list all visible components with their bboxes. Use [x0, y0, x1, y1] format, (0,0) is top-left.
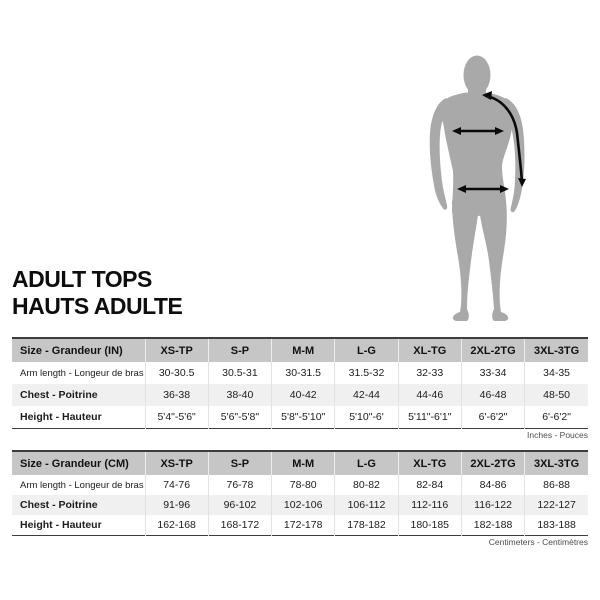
- row-label: Chest - Poitrine: [12, 495, 145, 515]
- table-cell: 102-106: [272, 495, 335, 515]
- page-title-fr: HAUTS ADULTE: [12, 293, 183, 319]
- table-cell: 74-76: [145, 475, 208, 495]
- table-cell: 122-127: [525, 495, 588, 515]
- table-cell: 82-84: [398, 475, 461, 495]
- column-header-3xl: 3XL-3TG: [525, 338, 588, 362]
- size-table-inches: [12, 337, 588, 429]
- row-label: Arm length - Longeur de bras: [20, 367, 144, 379]
- table-cell: 168-172: [208, 515, 271, 536]
- header-row: [12, 338, 588, 362]
- table-row-chest: [12, 384, 588, 406]
- column-header-2xl: 2XL-2TG: [461, 451, 524, 475]
- column-header-s: S-P: [208, 338, 271, 362]
- table-cell: 116-122: [461, 495, 524, 515]
- table-cell: 80-82: [335, 475, 398, 495]
- table-cell: 106-112: [335, 495, 398, 515]
- table-cell: 5'11"-6'1": [398, 406, 461, 429]
- table-cell: 33-34: [461, 362, 524, 384]
- table-cell: 34-35: [525, 362, 588, 384]
- unit-header-cm: Size - Grandeur (CM): [12, 451, 145, 475]
- table-cell: 91-96: [145, 495, 208, 515]
- table-cell: 112-116: [398, 495, 461, 515]
- footnote-inches: Inches - Pouces: [527, 430, 588, 440]
- column-header-xs: XS-TP: [145, 451, 208, 475]
- table-row-arm-length: [12, 362, 588, 384]
- size-table-centimeters: [12, 450, 588, 536]
- table-cell: 42-44: [335, 384, 398, 406]
- row-label: Height - Hauteur: [20, 411, 102, 423]
- table-cell: 172-178: [272, 515, 335, 536]
- table-cell: 5'6"-5'8": [208, 406, 271, 429]
- column-header-xs: XS-TP: [145, 338, 208, 362]
- table-cell: 5'4"-5'6": [145, 406, 208, 429]
- table-row-height: [12, 515, 588, 536]
- table-row-chest: [12, 495, 588, 515]
- table-cell: 78-80: [272, 475, 335, 495]
- table-row-arm-length: [12, 475, 588, 495]
- table-cell: 30.5-31: [208, 362, 271, 384]
- table-cell: 178-182: [335, 515, 398, 536]
- row-label: Height - Hauteur: [20, 519, 102, 531]
- measurement-figure: [400, 33, 585, 325]
- column-header-l: L-G: [335, 338, 398, 362]
- table-cell: 32-33: [398, 362, 461, 384]
- table-cell: 30-31.5: [272, 362, 335, 384]
- table-cell: 5'10"-6': [335, 406, 398, 429]
- table-cell: 31.5-32: [335, 362, 398, 384]
- table-cell: 44-46: [398, 384, 461, 406]
- table-row-height: [12, 406, 588, 429]
- table-cell: 183-188: [525, 515, 588, 536]
- page-title: [12, 266, 182, 320]
- table-cell: 182-188: [461, 515, 524, 536]
- table-cell: 30-30.5: [145, 362, 208, 384]
- table-cell: 180-185: [398, 515, 461, 536]
- column-header-2xl: 2XL-2TG: [461, 338, 524, 362]
- row-label: Chest - Poitrine: [12, 384, 145, 406]
- table-cell: 6'-6'2": [525, 406, 588, 429]
- table-cell: 84-86: [461, 475, 524, 495]
- page-title-en: ADULT TOPS: [12, 266, 152, 292]
- table-cell: 86-88: [525, 475, 588, 495]
- table-cell: 38-40: [208, 384, 271, 406]
- table-cell: 162-168: [145, 515, 208, 536]
- table-cell: 76-78: [208, 475, 271, 495]
- header-row: [12, 451, 588, 475]
- column-header-3xl: 3XL-3TG: [525, 451, 588, 475]
- table-cell: 5'8"-5'10": [272, 406, 335, 429]
- table-cell: 46-48: [461, 384, 524, 406]
- column-header-m: M-M: [272, 451, 335, 475]
- column-header-l: L-G: [335, 451, 398, 475]
- footnote-centimeters: Centimeters - Centimètres: [488, 537, 588, 547]
- column-header-xl: XL-TG: [398, 451, 461, 475]
- table-cell: 36-38: [145, 384, 208, 406]
- table-cell: 48-50: [525, 384, 588, 406]
- column-header-m: M-M: [272, 338, 335, 362]
- table-cell: 40-42: [272, 384, 335, 406]
- column-header-xl: XL-TG: [398, 338, 461, 362]
- row-label: Arm length - Longeur de bras: [20, 479, 144, 491]
- column-header-s: S-P: [208, 451, 271, 475]
- table-cell: 6'-6'2": [461, 406, 524, 429]
- table-cell: 96-102: [208, 495, 271, 515]
- unit-header-in: Size - Grandeur (IN): [12, 338, 145, 362]
